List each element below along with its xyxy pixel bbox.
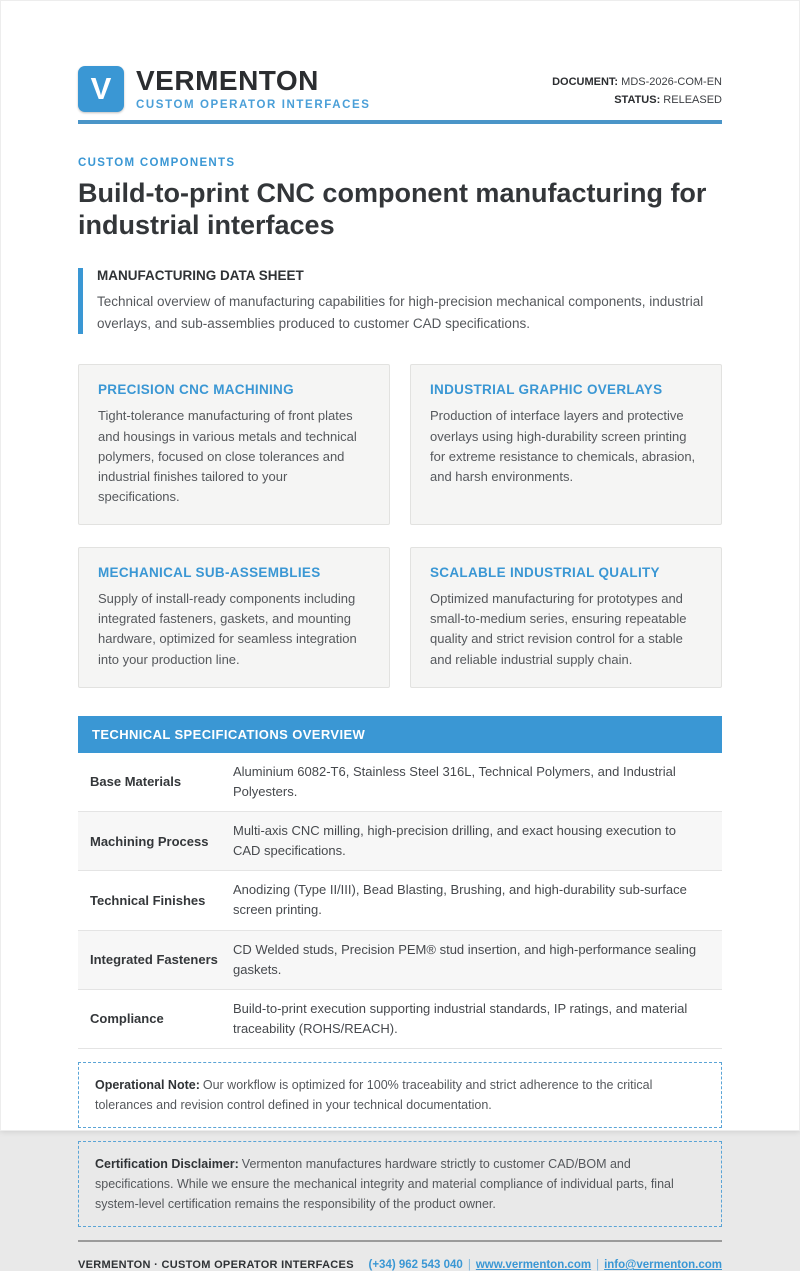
card-title: SCALABLE INDUSTRIAL QUALITY: [430, 565, 660, 581]
page-header: [78, 66, 722, 112]
brand-logo-letter: V: [90, 71, 112, 106]
brand-text: [136, 67, 371, 111]
operational-note: [78, 1062, 722, 1128]
document-value: MDS-2026-COM-EN: [618, 76, 722, 88]
footer-contacts: [369, 1259, 723, 1271]
document-label: DOCUMENT:: [552, 76, 619, 88]
footer-separator: |: [467, 1259, 471, 1271]
capability-card-graphic-overlays: [410, 364, 722, 525]
brand: [78, 66, 371, 112]
spec-label: Integrated Fasteners: [90, 952, 218, 968]
abstract-body: Technical overview of manufacturing capabilities for high-precision mechanical components, industrial overlays, and sub-assemblies produced to customer CAD specifications.: [97, 293, 704, 331]
spec-label: Compliance: [90, 1011, 164, 1027]
spec-table-header: TECHNICAL SPECIFICATIONS OVERVIEW: [78, 716, 722, 753]
document-meta: [552, 66, 722, 109]
page-title: Build-to-print CNC component manufacturing for industrial interfaces: [78, 178, 707, 240]
spec-row-compliance: [78, 989, 722, 1048]
note-body: Vermenton manufactures hardware strictly to customer CAD/BOM and specifications. While we ensure the mechanical integrity and material compliance of individual parts, final system-level certification remains the responsibility of the product owner.: [95, 1157, 674, 1212]
footer-separator: |: [596, 1259, 600, 1271]
section-eyebrow: CUSTOM COMPONENTS: [78, 157, 236, 169]
status-label: STATUS:: [614, 93, 661, 106]
capability-card-sub-assemblies: [78, 547, 390, 688]
spec-value: Multi-axis CNC milling, high-precision drilling, and exact housing execution to CAD specifications.: [233, 822, 676, 859]
capability-card-precision-cnc: [78, 364, 390, 525]
spec-value: Aluminium 6082-T6, Stainless Steel 316L, Technical Polymers, and Industrial Polyesters.: [233, 763, 676, 799]
card-body: Supply of install-ready components including integrated fasteners, gaskets, and mounting hardware, optimized for seamless integration into your production line.: [98, 591, 357, 667]
card-title: MECHANICAL SUB-ASSEMBLIES: [98, 565, 321, 581]
note-label: Certification Disclaimer:: [95, 1157, 239, 1172]
footer-website-link[interactable]: www.vermenton.com: [475, 1259, 592, 1271]
document-status-line: [552, 92, 722, 110]
note-label: Operational Note:: [95, 1078, 200, 1093]
spec-table: [78, 753, 722, 1049]
document-id-line: [552, 74, 722, 92]
certification-disclaimer: [78, 1141, 722, 1227]
brand-name: VERMENTON: [136, 65, 319, 96]
spec-row-machining-process: [78, 811, 722, 870]
card-body: Optimized manufacturing for prototypes and small-to-medium series, ensuring repeatable quality and strict revision control for a stable and reliable industrial supply chain.: [430, 591, 687, 667]
spec-label: Base Materials: [90, 774, 182, 790]
card-title: INDUSTRIAL GRAPHIC OVERLAYS: [430, 382, 663, 398]
footer-email-link[interactable]: info@vermenton.com: [604, 1259, 722, 1271]
card-body: Tight-tolerance manufacturing of front plates and housings in various metals and technical polymers, focused on close tolerances and industrial finishes tailored to your specifications.: [98, 408, 357, 504]
card-title: PRECISION CNC MACHINING: [98, 382, 294, 398]
brand-logo-icon: [78, 66, 124, 112]
spec-label: Technical Finishes: [90, 892, 206, 908]
capability-cards: [78, 364, 722, 687]
spec-row-technical-finishes: [78, 870, 722, 929]
spec-label: Machining Process: [90, 833, 209, 849]
spec-value: Build-to-print execution supporting industrial standards, IP ratings, and material traceability (ROHS/REACH).: [233, 1000, 688, 1036]
card-body: Production of interface layers and protective overlays using high-durability screen printing for extreme resistance to chemicals, abrasion, and harsh environments.: [430, 408, 696, 484]
abstract-heading: MANUFACTURING DATA SHEET: [97, 267, 304, 283]
abstract-block: [78, 268, 722, 335]
header-divider: [78, 120, 722, 124]
capability-card-industrial-quality: [410, 547, 722, 688]
footer-company: VERMENTON · CUSTOM OPERATOR INTERFACES: [78, 1259, 354, 1271]
status-value: RELEASED: [660, 93, 722, 106]
footer-phone-link[interactable]: (+34) 962 543 040: [368, 1259, 463, 1271]
page-footer: [78, 1242, 722, 1271]
spec-row-base-materials: [78, 753, 722, 811]
spec-value: CD Welded studs, Precision PEM® stud insertion, and high-performance sealing gaskets.: [233, 941, 697, 977]
spec-row-integrated-fasteners: [78, 930, 722, 989]
spec-value: Anodizing (Type II/III), Bead Blasting, Brushing, and high-durability sub-surface screen printing.: [233, 882, 687, 918]
brand-tagline: CUSTOM OPERATOR INTERFACES: [136, 99, 371, 111]
note-body: Our workflow is optimized for 100% traceability and strict adherence to the critical tolerances and revision control defined in your technical documentation.: [95, 1078, 653, 1113]
